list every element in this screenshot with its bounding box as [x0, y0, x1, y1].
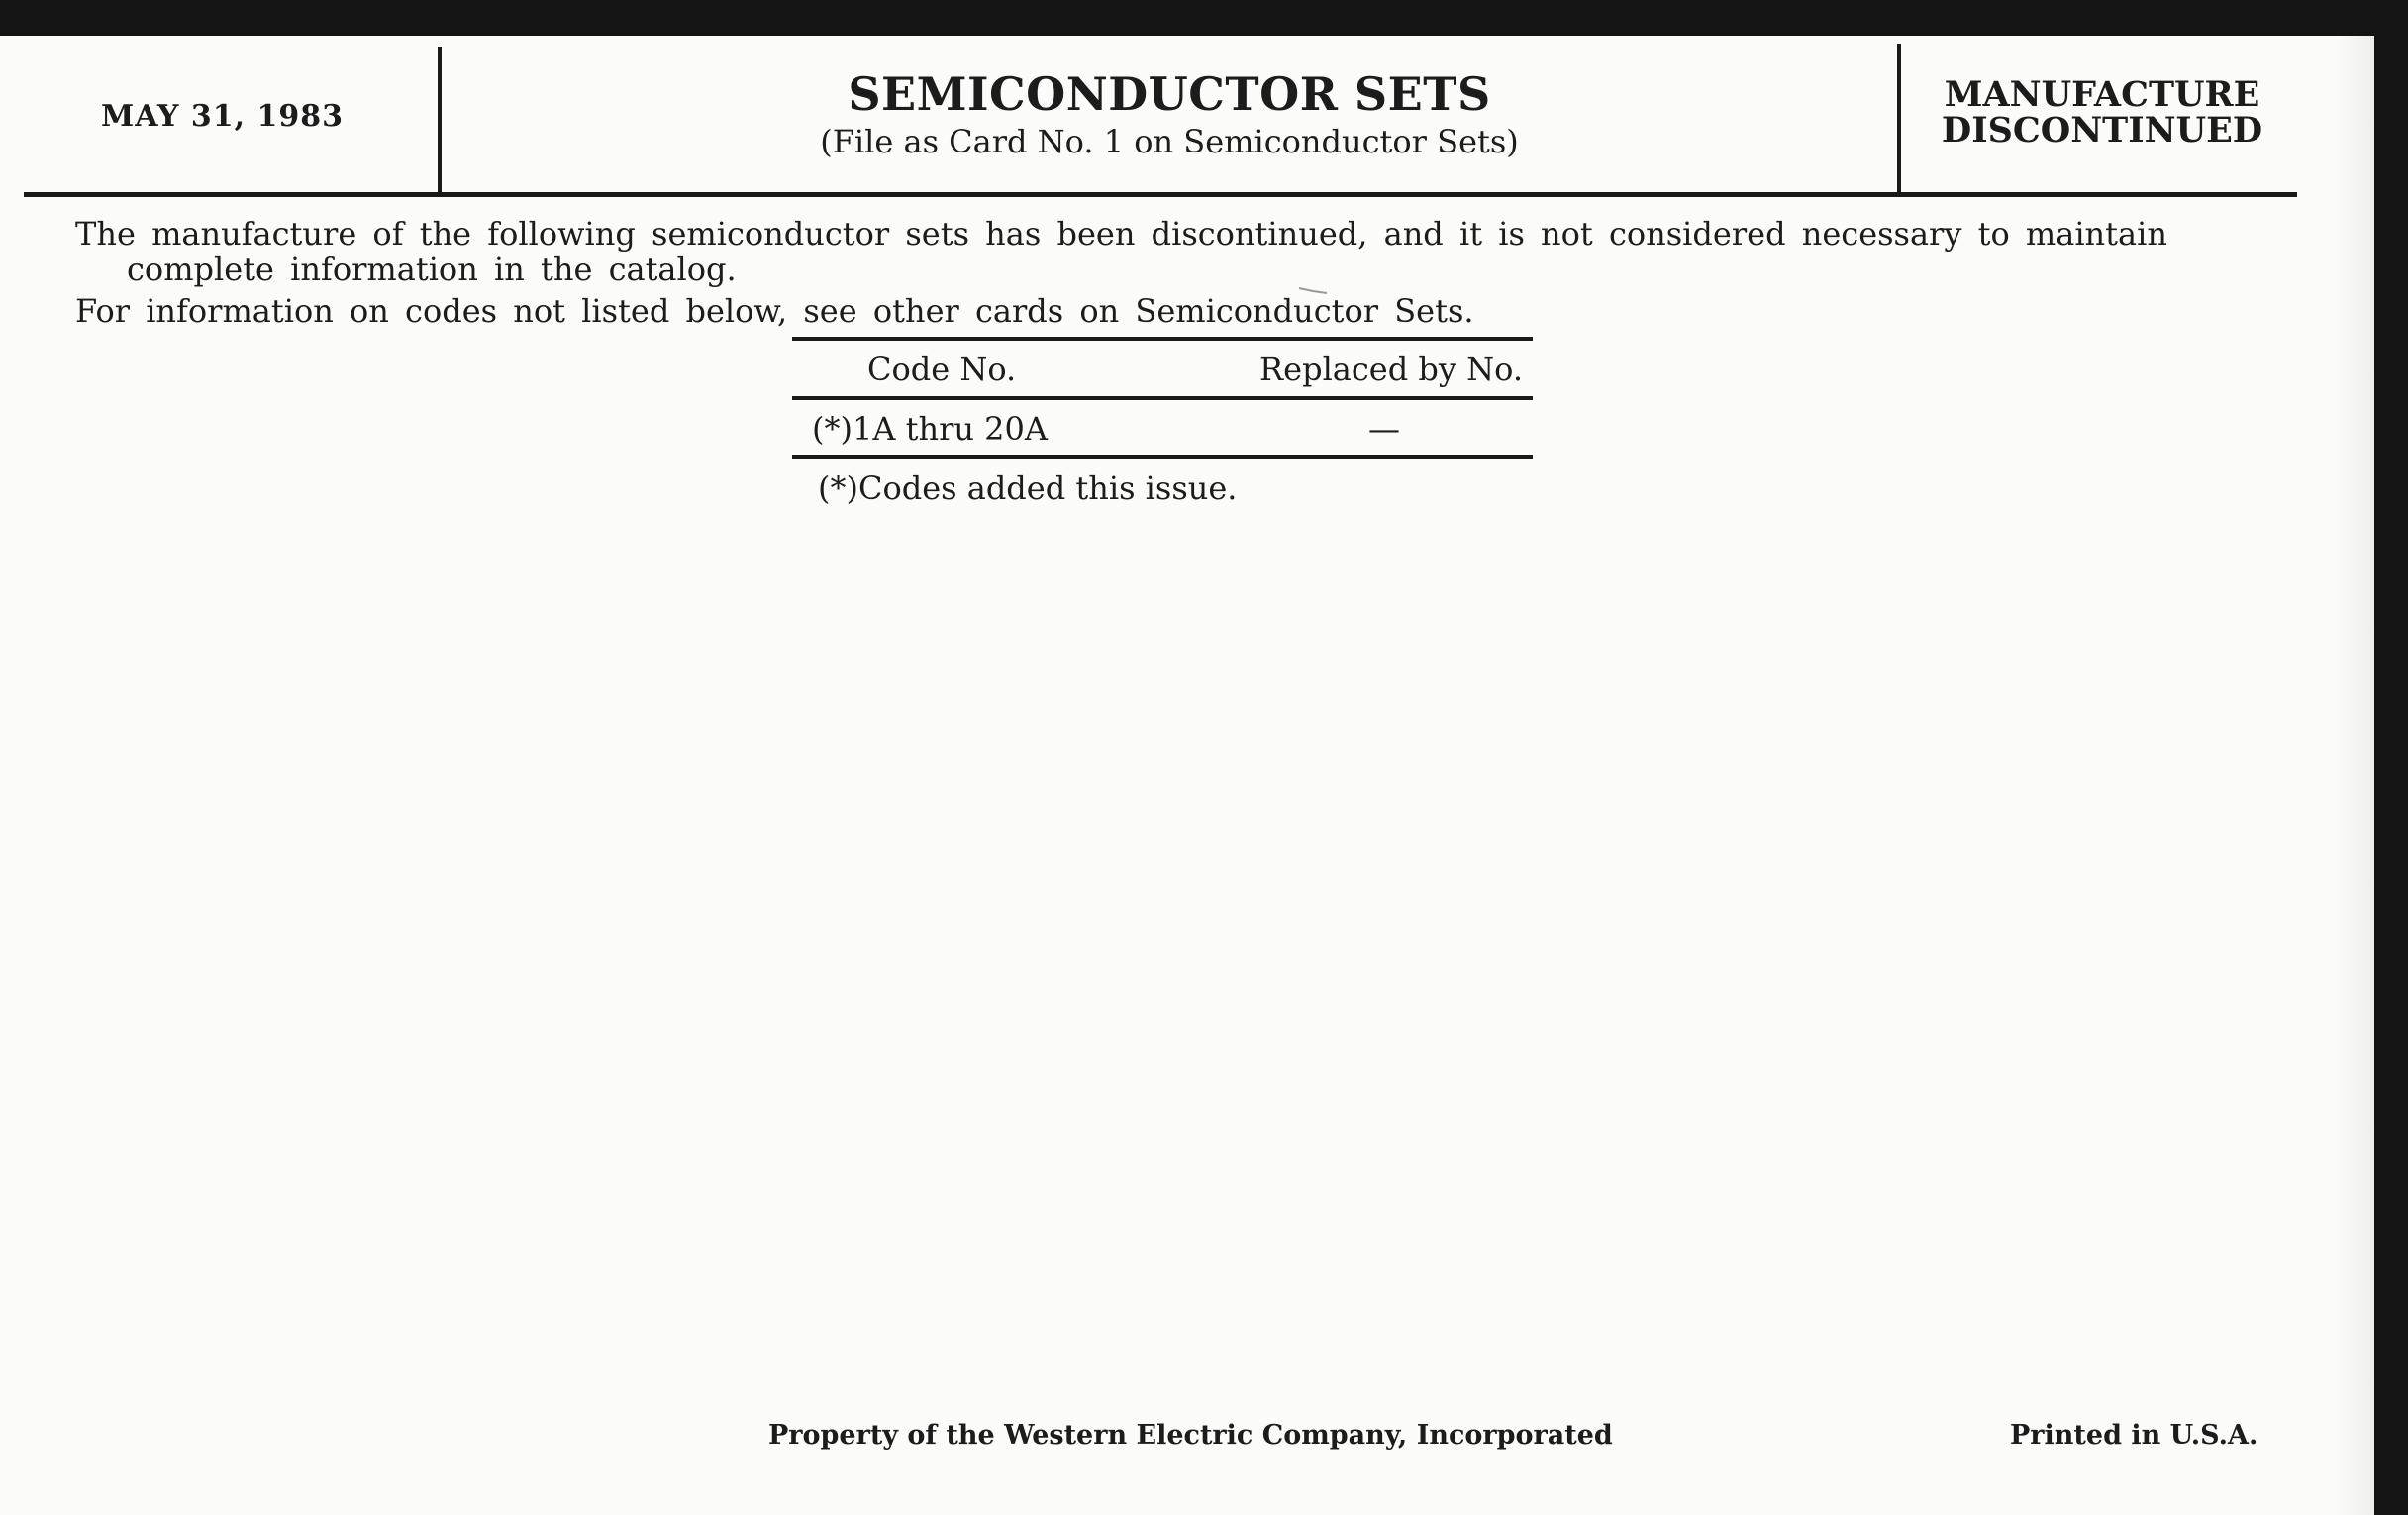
status-line-2: DISCONTINUED — [1941, 110, 2263, 151]
issue-date: MAY 31, 1983 — [101, 99, 344, 134]
status-line-1: MANUFACTURE — [1944, 74, 2260, 115]
page-title: SEMICONDUCTOR SETS — [848, 67, 1491, 121]
replaced-by-cell: — — [1368, 410, 1400, 448]
column-header-code: Code No. — [867, 351, 1017, 388]
code-cell: (*)1A thru 20A — [812, 410, 1048, 448]
page-edge-shade — [2335, 36, 2374, 1515]
table-row — [792, 400, 1533, 455]
status-label — [1901, 74, 2303, 151]
table-header — [792, 341, 1533, 396]
intro-line-2: complete information in the catalog. — [127, 251, 737, 288]
info-paragraph: For information on codes not listed below, see other cards on Semiconductor Sets. — [75, 292, 1474, 330]
codes-table — [792, 337, 1533, 507]
page-subtitle: (File as Card No. 1 on Semiconductor Sets) — [820, 123, 1519, 160]
intro-paragraph — [75, 216, 2254, 287]
intro-line-1: The manufacture of the following semiconductor sets has been discontinued, and it is not considered necessary to maintain — [75, 215, 2167, 252]
catalog-card — [0, 36, 2374, 1515]
property-notice: Property of the Western Electric Company, Incorporated — [768, 1420, 1613, 1451]
header-rule — [24, 192, 2297, 197]
table-footnote: (*)Codes added this issue. — [818, 469, 1238, 507]
column-header-replaced: Replaced by No. — [1259, 351, 1523, 388]
printed-notice: Printed in U.S.A. — [2010, 1420, 2258, 1451]
ink-speck-mark — [1297, 285, 1333, 295]
